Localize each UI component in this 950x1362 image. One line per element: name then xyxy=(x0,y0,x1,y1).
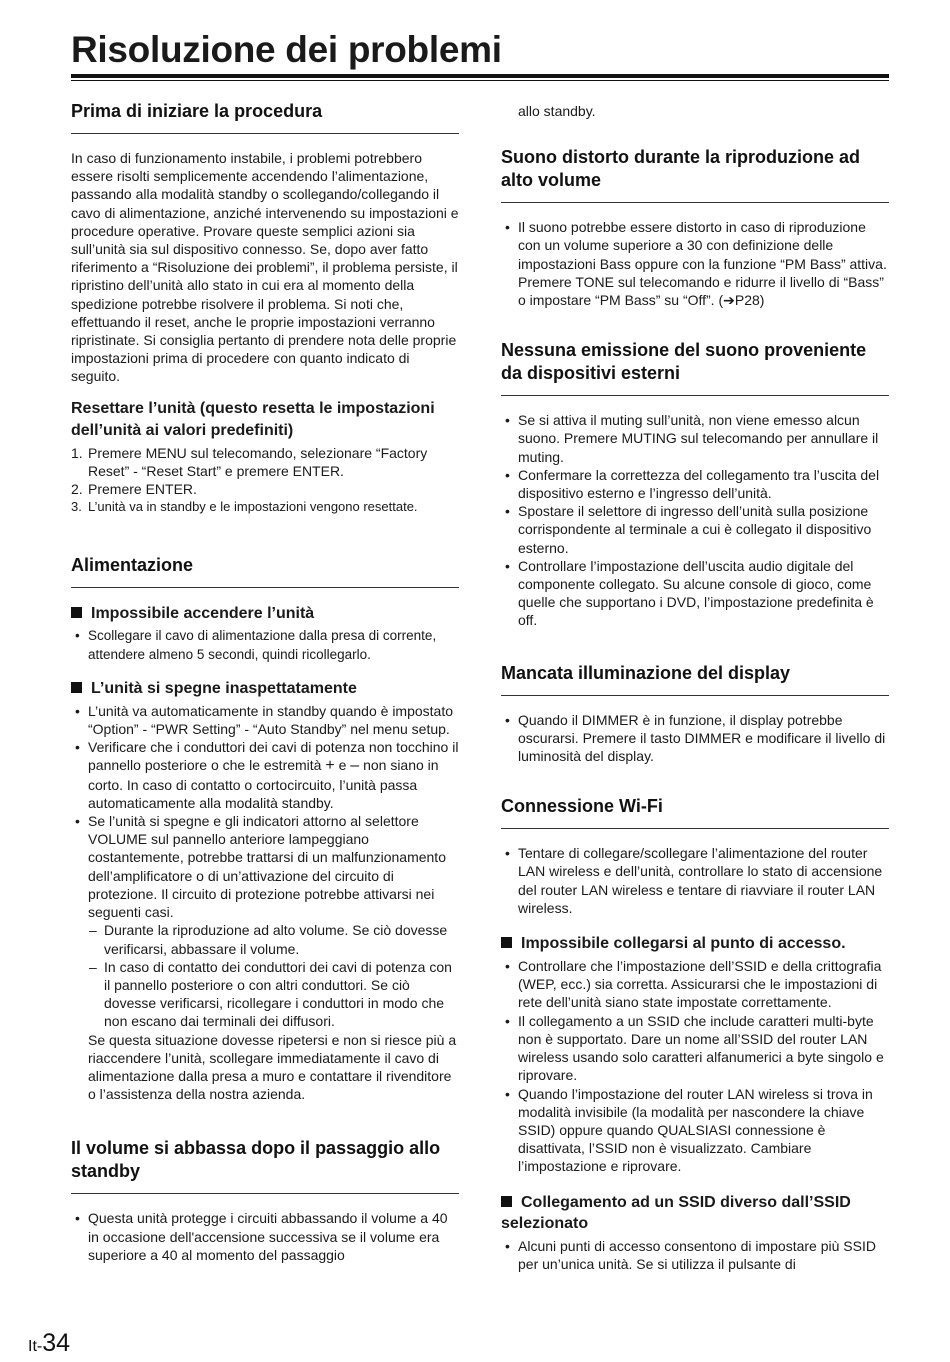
bullet-list xyxy=(501,844,889,917)
list-item: • Confermare la correttezza del collegamento tra l’uscita del dispositivo esterno e l’ingresso dell’unità. xyxy=(505,466,880,502)
section-title-distorted-sound: Suono distorto durante la riproduzione ad alto volume xyxy=(501,147,860,191)
section-rule xyxy=(501,828,889,829)
section-title-before-start: Prima di iniziare la procedura xyxy=(71,101,323,121)
square-bullet-icon xyxy=(71,607,82,618)
subheading-reset-unit: Resettare l’unità (questo resetta le impostazioni dell’unità ai valori predefiniti) xyxy=(71,399,435,439)
section-title-wifi: Connessione Wi-Fi xyxy=(501,796,663,817)
section-rule xyxy=(71,1193,459,1194)
section-body-before-start: In caso di funzionamento instabile, i problemi potrebbero essere risolti semplicemente accendendo l’alimentazione, passando alla modalità standby o scollegando/collegando il cavo di alimentazione, anziché intervenendo su impostazioni e procedure operative. Provare queste semplici azioni sia sull’unità sia sul dispositivo connesso. Se, dopo aver fatto riferimento a “Risoluzione dei problemi”, il problema persiste, il ripristino dell’unità allo stato in cui era al momento della spedizione potrebbe risolvere il problema. Si noti che, effettuando il reset, anche le proprie impostazioni verranno ripristinate. Si consiglia pertanto di prendere nota delle proprie impostazioni prima di procedere con quanto indicato di seguito. xyxy=(71,150,459,385)
reset-step: 2. Premere ENTER. xyxy=(71,481,197,498)
bullet-list xyxy=(501,218,889,309)
bullet-list xyxy=(71,1209,459,1264)
list-item: • Quando l’impostazione del router LAN wireless si trova in modalità invisibile (la modalità per nascondere la chiave SSID) oppure quando QUALSIASI connessione è disattivata, l’SSID non è visualizzato. Cambiare l’impostazione e riprovare. xyxy=(505,1085,873,1175)
bullet-list xyxy=(71,627,459,663)
dash-list xyxy=(88,921,459,1030)
subheading-unexpected-shutdown: L’unità si spegne inaspettatamente xyxy=(71,678,459,699)
list-item: • Verificare che i conduttori dei cavi di potenza non tocchino il pannello posteriore o che le estremità + e – non siano in corto. In caso di contatto o cortocircuito, l’unità passa automaticamente alla modalità standby. xyxy=(75,739,459,811)
title-rule-thick xyxy=(71,74,889,78)
list-item: • Questa unità protegge i circuiti abbassando il volume a 40 in occasione dell'accensione successiva se il volume era superiore a 40 al momento del passaggio xyxy=(75,1210,448,1263)
page-number: It-34 xyxy=(28,1329,71,1357)
list-item: • Spostare il selettore di ingresso dell’unità sulla posizione corrispondente al terminale a cui è collegato il dispositivo esterno. xyxy=(505,503,872,556)
list-item: • Quando il DIMMER è in funzione, il display potrebbe oscurarsi. Premere il tasto DIMMER e modificare il livello di luminosità del display. xyxy=(505,711,886,765)
list-item-continuation: Se questa situazione dovesse ripetersi e non si riesce più a riaccendere l’unità, scollegare immediatamente il cavo di alimentazione dalla presa a muro e contattare il rivenditore o l’assistenza della nostra azienda. xyxy=(88,1031,457,1103)
section-title-power: Alimentazione xyxy=(71,555,194,576)
right-column xyxy=(501,100,889,1273)
section-title-no-external-sound: Nessuna emissione del suono proveniente da dispositivi esterni xyxy=(501,340,867,384)
page-title: Risoluzione dei problemi xyxy=(71,29,502,70)
left-column xyxy=(71,100,459,1264)
title-rule-thin xyxy=(71,80,889,81)
bullet-list xyxy=(501,711,889,766)
bullet-list-continued xyxy=(501,102,889,120)
page-reference-arrow-icon: ➔ xyxy=(723,292,735,309)
subheading-different-ssid: Collegamento ad un SSID diverso dall’SSID selezionato xyxy=(501,1193,851,1232)
subheading-cannot-power-on: Impossibile accendere l’unità xyxy=(71,603,459,624)
bullet-list xyxy=(501,957,889,1175)
list-item: • Il collegamento a un SSID che include caratteri multi-byte non è supportato. Dare un nome all’SSID del router LAN wireless usando solo caratteri alfanumerici a byte singolo e riprovare. xyxy=(505,1012,884,1084)
list-item: • Se l’unità si spegne e gli indicatori attorno al selettore VOLUME sul pannello anteriore lampeggiano costantemente, potrebbe trattarsi di un malfunzionamento dell’amplificatore o di un’attivazione del circuito di protezione. Il circuito di protezione potrebbe attivarsi nei seguenti casi. – Durante la riproduzione ad alto volume. Se ciò dovesse verificarsi, abbassare il volume. – In caso di contatto dei conduttori dei cavi di potenza con il pannello posteriore o con altri conduttori. Se ciò dovesse verificarsi, ricollegare i conduttori in modo che non escano dai terminali dei diffusori. Se questa situazione dovesse ripetersi e non si riesce più a riaccendere l’unità, scollegare immediatamente il cavo di alimentazione dalla presa a muro e contattare il rivenditore o l’assistenza della nostra azienda. xyxy=(71,812,459,1103)
dash-item: – In caso di contatto dei conduttori dei cavi di potenza con il pannello posteriore o con altri conduttori. Se ciò dovesse verificarsi, ricollegare i conduttori in modo che non escano dai terminali dei diffusori. xyxy=(89,958,452,1030)
plus-symbol: + xyxy=(325,757,335,775)
section-rule xyxy=(501,695,889,696)
minus-symbol: – xyxy=(350,757,360,775)
list-item: • Scollegare il cavo di alimentazione dalla presa di corrente, attendere almeno 5 secondi, quindi ricollegarlo. xyxy=(75,628,437,662)
list-item: • Tentare di collegare/scollegare l’alimentazione del router LAN wireless e dell’unità, controllare lo stato di accensione del router LAN wireless e tentare di riavviare il router LAN wireless. xyxy=(505,845,883,916)
section-rule xyxy=(501,395,889,396)
reset-steps xyxy=(71,444,459,517)
dash-item: – Durante la riproduzione ad alto volume. Se ciò dovesse verificarsi, abbassare il volume. xyxy=(89,922,448,957)
list-item: • Controllare che l’impostazione dell’SSID e della crittografia (WEP, ecc.) sia corretta. Assicurarsi che le impostazioni di rete dell’unità siano state impostate correttamente. xyxy=(505,958,882,1011)
section-rule xyxy=(501,202,889,203)
bullet-list xyxy=(501,1237,889,1273)
subheading-cannot-connect-access-point: Impossibile collegarsi al punto di accesso. xyxy=(501,933,889,954)
list-item: • Controllare l’impostazione dell’uscita audio digitale del componente collegato. Su alcune console di gioco, come quelle che supportano i DVD, l’impostazione predefinita è off. xyxy=(505,557,874,629)
square-bullet-icon xyxy=(501,1196,512,1207)
bullet-list xyxy=(501,411,889,629)
bullet-list xyxy=(71,702,459,1103)
list-item: • L’unità va automaticamente in standby quando è impostato “Option” - “PWR Setting” - “Auto Standby” nel menu setup. xyxy=(75,702,454,738)
list-item-continuation: allo standby. xyxy=(518,103,596,119)
reset-step: 3. L’unità va in standby e le impostazioni vengono resettate. xyxy=(71,499,418,515)
list-item: • Il suono potrebbe essere distorto in caso di riproduzione con un volume superiore a 30 con definizione delle impostazioni Bass oppure con la funzione “PM Bass” attiva. Premere TONE sul telecomando e ridurre il livello di “Bass” o impostare “PM Bass” su “Off”. (➔P28) xyxy=(505,219,887,309)
list-item: • Alcuni punti di accesso consentono di impostare più SSID per un’unica unità. Se si utilizza il pulsante di xyxy=(505,1237,876,1272)
square-bullet-icon xyxy=(71,682,82,693)
reset-step: 1. Premere MENU sul telecomando, selezionare “Factory Reset” - “Reset Start” e premere ENTER. xyxy=(71,444,428,479)
section-rule xyxy=(71,587,459,588)
list-item: • Se si attiva il muting sull’unità, non viene emesso alcun suono. Premere MUTING sul telecomando per annullare il muting. xyxy=(505,412,879,465)
section-title-volume-standby: Il volume si abbassa dopo il passaggio allo standby xyxy=(71,1138,441,1182)
section-rule xyxy=(71,133,459,134)
square-bullet-icon xyxy=(501,937,512,948)
section-title-display-not-lit: Mancata illuminazione del display xyxy=(501,662,791,683)
